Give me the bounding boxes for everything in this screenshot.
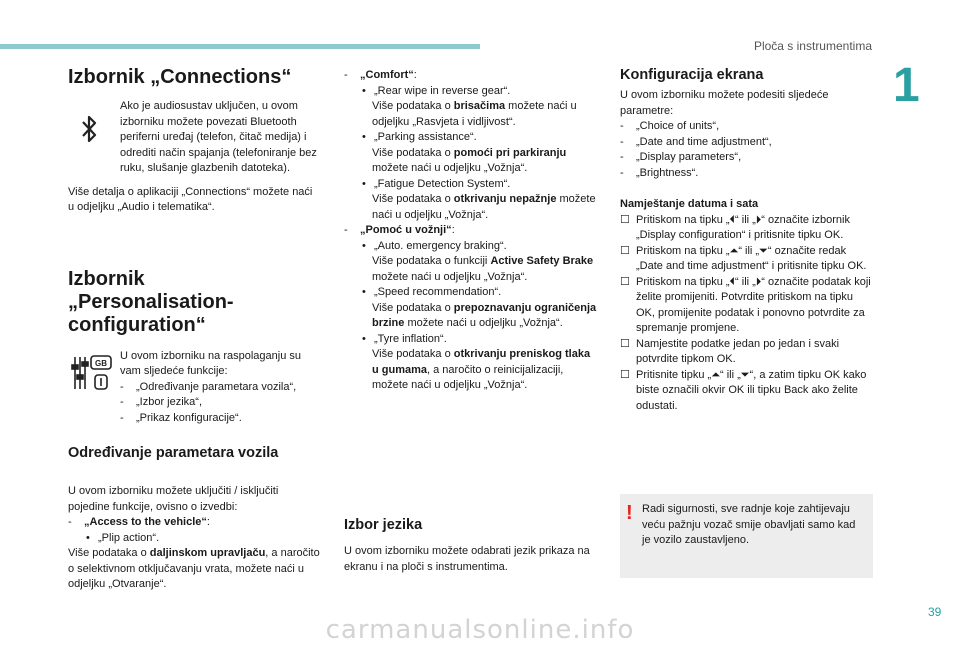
language-section xyxy=(344,516,599,575)
bluetooth-icon xyxy=(72,107,106,151)
list-item: • „Rear wipe in reverse gear“. xyxy=(362,84,511,97)
watermark: carmanualsonline.info xyxy=(325,615,635,645)
datetime-heading: Namještanje datuma i sata xyxy=(620,198,759,210)
list-item-detail: Više podataka o otkrivanju nepažnje možete naći u odjeljku „Vožnja“. xyxy=(372,193,596,221)
step-item: ☐ Pritisnite tipku „⏶“ ili „⏷“, a zatim tipku OK kako biste označili okvir OK ili tipku Back ako želite odustati. xyxy=(620,368,867,412)
list-item: • „Speed recommendation“. xyxy=(362,286,502,298)
list-item-detail: Više podataka o brisačima možete naći u odjeljku „Rasvjeta i vidljivost“. xyxy=(372,100,577,128)
list-item: • „Fatigue Detection System“. xyxy=(362,177,511,190)
language-description: U ovom izborniku možete odabrati jezik prikaza na ekranu i na ploči s instrumentima. xyxy=(344,545,590,573)
step-item: ☐ Namjestite podatke jedan po jedan i svaki potvrdite tipkom OK. xyxy=(620,337,840,365)
step-marker-icon: ☐ xyxy=(620,368,630,381)
step-marker-icon: ☐ xyxy=(620,213,630,226)
personalisation-intro: U ovom izborniku na raspolaganju su vam sljedeće funkcije: xyxy=(120,349,301,377)
warning-text: Radi sigurnosti, sve radnje koje zahtijevaju veću pažnju vozač smije obavljati samo kad je vozilo zaustavljeno. xyxy=(642,503,856,546)
section-title: Ploča s instrumentima xyxy=(753,39,872,53)
list-item: • „Plip action“. xyxy=(86,531,160,544)
remote-control-info: Više podataka o daljinskom upravljaču, a naročito o selektivnom otključavanju vrata, možete naći u odjeljku „Otvaranje“. xyxy=(68,547,320,590)
list-item: • „Tyre inflation“. xyxy=(362,332,447,345)
list-item: - „Date and time adjustment“, xyxy=(620,135,772,148)
chapter-number: 1 xyxy=(893,59,920,112)
list-item: - „Display parameters“, xyxy=(620,151,742,163)
step-marker-icon: ☐ xyxy=(620,244,630,257)
personalisation-heading: Izbornik „Personalisation-configuration“ xyxy=(68,267,234,336)
top-accent-bar xyxy=(0,44,480,49)
list-item: - „Određivanje parametara vozila“, xyxy=(120,380,297,393)
language-heading: Izbor jezika xyxy=(344,517,423,533)
connections-more-info: Više detalja o aplikaciji „Connections“ možete naći u odjeljku „Audio i telematika“. xyxy=(68,185,313,213)
list-item: - „Choice of units“, xyxy=(620,120,720,132)
warning-box xyxy=(620,494,873,578)
list-item: - „Access to the vehicle“: xyxy=(68,516,210,528)
column-2 xyxy=(344,68,599,394)
settings-sliders-icon xyxy=(70,353,114,393)
step-item: ☐ Pritiskom na tipku „⏴“ ili „⏵“ označite podatak koji želite promijeniti. Potvrdite pritiskom na tipku OK, promijenite podatak i ponovno potvrdite za spremanje promjene. xyxy=(620,275,871,334)
list-item-detail: Više podataka o funkciji Active Safety Brake možete naći u odjeljku „Vožnja“. xyxy=(372,255,594,283)
column-1 xyxy=(68,66,320,593)
connections-heading: Izbornik „Connections“ xyxy=(68,66,292,88)
step-marker-icon: ☐ xyxy=(620,275,630,288)
list-item: - „Comfort“: xyxy=(344,69,417,81)
screen-config-intro: U ovom izborniku možete podesiti sljedeće parametre: xyxy=(620,89,829,117)
list-item: - „Prikaz konfiguracije“. xyxy=(120,411,242,424)
svg-text:GB: GB xyxy=(95,358,107,368)
step-item: ☐ Pritiskom na tipku „⏶“ ili „⏷“ označite redak „Date and time adjustment“ i pritisnite tipku OK. xyxy=(620,244,867,272)
connections-description: Ako je audiosustav uključen, u ovom izborniku možete povezati Bluetooth periferni uređaj (telefon, čitač medija) i odrediti način spajanja (telefoniranje bez ruku, slušanje glazbenih datoteka). xyxy=(120,100,317,174)
step-marker-icon: ☐ xyxy=(620,337,630,350)
list-item-detail: Više podataka o pomoći pri parkiranju možete naći u odjeljku „Vožnja“. xyxy=(372,146,567,174)
list-item-detail: Više podataka o prepoznavanju ograničenja brzine možete naći u odjeljku „Vožnja“. xyxy=(372,301,597,329)
step-item: ☐ Pritiskom na tipku „⏴“ ili „⏵“ označite izbornik „Display configuration“ i pritisnite tipku OK. xyxy=(620,213,850,241)
list-item: - „Pomoć u vožnji“: xyxy=(344,224,455,236)
warning-icon: ! xyxy=(626,502,633,524)
list-item: - „Brightness“. xyxy=(620,166,699,179)
list-item: - „Izbor jezika“, xyxy=(120,396,203,408)
screen-config-heading: Konfiguracija ekrana xyxy=(620,67,764,83)
column-3 xyxy=(620,66,874,414)
list-item: • „Parking assistance“. xyxy=(362,131,477,143)
vehicle-params-heading: Određivanje parametara vozila xyxy=(68,445,279,461)
page-number: 39 xyxy=(928,605,942,619)
vehicle-params-intro: U ovom izborniku možete uključiti / isključiti pojedine funkcije, ovisno o izvedbi: xyxy=(68,485,279,513)
list-item-detail: Više podataka o otkrivanju preniskog tlaka u gumama, a naročito o reinicijalizaciji, možete naći u odjeljku „Vožnja“. xyxy=(372,348,591,391)
list-item: • „Auto. emergency braking“. xyxy=(362,239,507,252)
